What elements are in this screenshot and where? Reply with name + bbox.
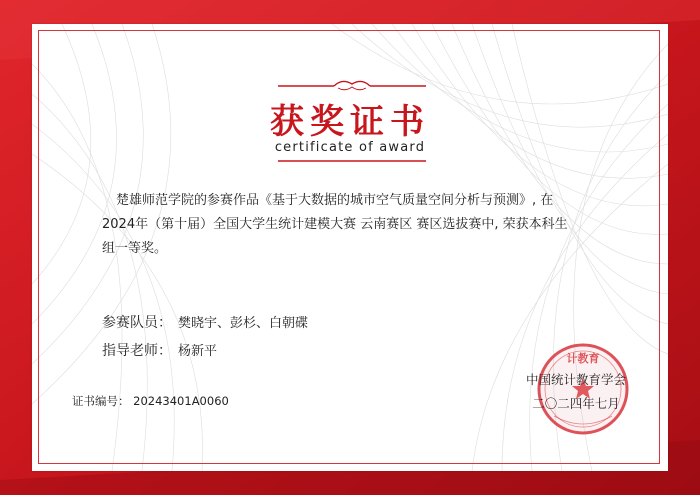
- official-seal: [536, 342, 630, 436]
- award-statement-line: 楚雄师范学院的参赛作品《基于大数据的城市空气质量空间分析与预测》, 在: [116, 193, 554, 208]
- advisor-label: 指导老师：: [102, 343, 172, 359]
- seal-text: 计教育: [566, 352, 600, 365]
- certificate-subtitle: certificate of award: [274, 140, 426, 155]
- title-ornament-top: [278, 78, 426, 92]
- title-ornament-bottom: [278, 156, 426, 168]
- issue-date: 二〇二四年七月: [532, 396, 620, 411]
- certificate-number: 证书编号： 20243401A0060: [72, 394, 229, 408]
- team-members-label: 参赛队员：: [102, 315, 172, 331]
- team-members-row: [102, 312, 308, 332]
- advisor-row: [102, 340, 217, 360]
- award-statement: [102, 189, 612, 261]
- issuing-organization: 中国统计教育学会: [525, 372, 626, 387]
- certificate-title: 获奖证书: [270, 102, 430, 142]
- team-members-value: 樊晓宇、彭杉、白朝碟: [178, 316, 309, 331]
- award-statement-line: 2024年（第十届）全国大学生统计建模大赛 云南赛区 赛区选拔赛中, 荣获本科生: [102, 217, 568, 232]
- award-statement-line: 组一等奖。: [102, 241, 168, 256]
- advisor-value: 杨新平: [178, 344, 218, 359]
